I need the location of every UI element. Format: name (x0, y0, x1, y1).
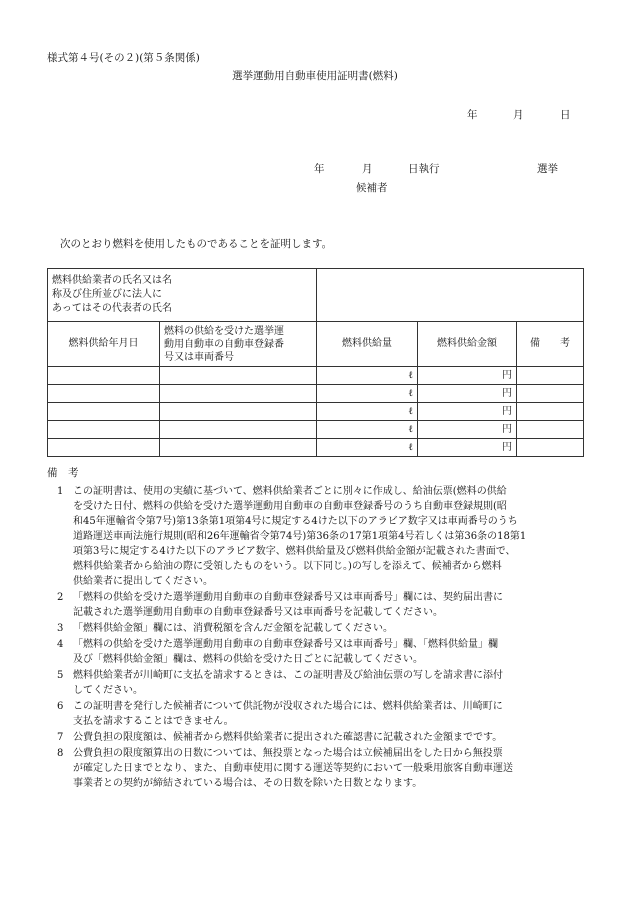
note-text: 燃料供給業者が川崎町に支払を請求するときは、この証明書及び給油伝票の写しを請求書に添付 してください。 (73, 670, 503, 696)
note-text: 「燃料の供給を受けた選挙運動用自動車の自動車登録番号又は車両番号」欄には、契約届出書に 記載された選挙運動用自動車の自動車登録番号又は車両番号を記載してください。 (73, 592, 503, 618)
vehicle-cell[interactable] (160, 367, 317, 385)
header-remarks: 備 考 (517, 322, 584, 367)
note-number: 3 (57, 623, 64, 634)
date-cell[interactable] (48, 367, 160, 385)
form-label: 様式第４号(その２)(第５条関係) (47, 52, 200, 64)
notes-heading: 備 考 (47, 467, 79, 479)
note-text: この証明書を発行した候補者について供託物が没収された場合には、燃料供給業者は、川崎町に 支払を請求することはできません。 (73, 701, 503, 727)
amount-cell[interactable]: 円 (418, 439, 517, 457)
document-title: 選挙運動用自動車使用証明書(燃料) (232, 70, 398, 82)
note-text: 公費負担の限度額算出の日数については、無投票となった場合は立候補届出をした日から無投票 が確定した日までとなり、また、自動車使用に関する運送等契約において一般乗用旅客自動車運送 事業者との契約が締結されている場合は、その日数を除いた日数となります。 (73, 748, 513, 789)
note-number: 2 (57, 592, 64, 603)
supplier-label: 燃料供給業者の氏名又は名 称及び住所並びに法人に あってはその代表者の氏名 (48, 269, 317, 322)
note-item (57, 668, 592, 698)
intro-text: 次のとおり燃料を使用したものであることを証明します。 (60, 238, 333, 250)
election-day-exec: 日執行 (408, 163, 440, 175)
note-item (57, 699, 592, 729)
header-date: 燃料供給年月日 (48, 322, 160, 367)
quantity-cell[interactable]: ℓ (317, 403, 418, 421)
note-number: 1 (57, 486, 64, 497)
date-cell[interactable] (48, 421, 160, 439)
note-text: この証明書は、使用の実績に基づいて、燃料供給業者ごとに別々に作成し、給油伝票(燃料の供給 を受けた日付、燃料の供給を受けた選挙運動用自動車の自動車登録番号のうち自動車登録規則(昭 和45年運輸省令第7号)第13条第1項第4号に規定する4けた以下のアラビア数字又は車両番号のうち 道路運送車両法施行規則(昭和26年運輸省令第74号)第36条の17第1項第4号若しくは第36条の18第1 項第3号に規定する4けた以下のアラビア数字、燃料供給量及び燃料供給金額が記載された書面で、 燃料供給業者から給油の際に受領したものをいう。以下同じ。)の写しを添えて、候補者から燃料 供給業者に提出してください。 (73, 486, 527, 587)
amount-cell[interactable]: 円 (418, 385, 517, 403)
header-vehicle: 燃料の供給を受けた選挙運 動用自動車の自動車登録番 号又は車両番号 (160, 322, 317, 367)
amount-cell[interactable]: 円 (418, 403, 517, 421)
supplier-row (48, 269, 584, 322)
vehicle-cell[interactable] (160, 403, 317, 421)
quantity-cell[interactable]: ℓ (317, 439, 418, 457)
note-number: 7 (57, 732, 64, 743)
note-item (57, 621, 592, 636)
election-line (0, 161, 630, 175)
quantity-cell[interactable]: ℓ (317, 367, 418, 385)
vehicle-cell[interactable] (160, 439, 317, 457)
table-row (48, 367, 584, 385)
fuel-usage-table (47, 268, 584, 457)
remarks-cell[interactable] (517, 439, 584, 457)
note-item (57, 746, 592, 791)
note-item (57, 590, 592, 620)
note-item (57, 730, 592, 745)
election-year: 年 (314, 163, 325, 175)
quantity-cell[interactable]: ℓ (317, 385, 418, 403)
election-label: 選挙 (537, 163, 558, 175)
note-text: 「燃料供給金額」欄には、消費税額を含んだ金額を記載してください。 (73, 623, 393, 634)
remarks-cell[interactable] (517, 421, 584, 439)
date-cell[interactable] (48, 439, 160, 457)
date-month: 月 (513, 109, 524, 121)
remarks-cell[interactable] (517, 367, 584, 385)
note-number: 6 (57, 701, 64, 712)
note-text: 公費負担の限度額は、候補者から燃料供給業者に提出された確認書に記載された金額までです。 (73, 732, 503, 743)
date-day: 日 (560, 109, 571, 121)
table-row (48, 385, 584, 403)
vehicle-cell[interactable] (160, 421, 317, 439)
table-row (48, 439, 584, 457)
header-amount: 燃料供給金額 (418, 322, 517, 367)
amount-cell[interactable]: 円 (418, 367, 517, 385)
candidate-label: 候補者 (356, 182, 388, 194)
remarks-cell[interactable] (517, 403, 584, 421)
table-row (48, 421, 584, 439)
table-row (48, 403, 584, 421)
supplier-field[interactable] (317, 269, 584, 322)
date-cell[interactable] (48, 385, 160, 403)
table-header-row (48, 322, 584, 367)
remarks-cell[interactable] (517, 385, 584, 403)
note-text: 「燃料の供給を受けた選挙運動用自動車の自動車登録番号又は車両番号」欄、「燃料供給量」欄 及び「燃料供給金額」欄は、燃料の供給を受けた日ごとに記載してください。 (73, 639, 498, 665)
date-cell[interactable] (48, 403, 160, 421)
amount-cell[interactable]: 円 (418, 421, 517, 439)
note-item (57, 637, 592, 667)
note-item (57, 484, 592, 589)
note-number: 8 (57, 748, 64, 759)
quantity-cell[interactable]: ℓ (317, 421, 418, 439)
notes-list (57, 484, 592, 792)
header-quantity: 燃料供給量 (317, 322, 418, 367)
date-line (0, 107, 630, 121)
election-month: 月 (362, 163, 373, 175)
note-number: 4 (57, 639, 64, 650)
date-year: 年 (467, 109, 478, 121)
vehicle-cell[interactable] (160, 385, 317, 403)
note-number: 5 (57, 670, 64, 681)
